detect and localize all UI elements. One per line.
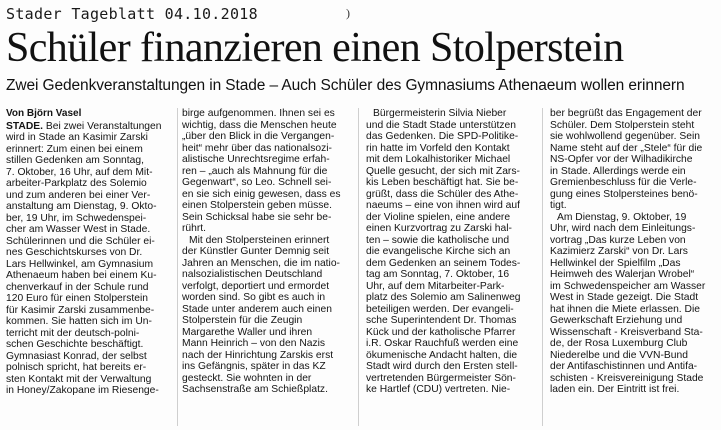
text-line: anstaltung am Dienstag, 9. Okto-	[6, 201, 157, 212]
text-line: Margarethe Waller und ihren	[182, 326, 313, 338]
text-line: Bürgermeisterin Silvia Nieber	[373, 108, 507, 119]
text-line: Gremienbeschluss für die Verle-	[550, 177, 697, 188]
text-line: Gewerkschaft Erziehung und	[550, 315, 683, 326]
text-line: erinnert: Zum einen bei einem	[6, 143, 143, 155]
text-line: 120 Euro für einen Stolperstein	[6, 293, 148, 304]
text-line: tigt.	[550, 200, 567, 211]
text-line: grüßt, dass die Schüler des Athe-	[366, 188, 519, 200]
text-line: terricht mit der deutsch-polni-	[6, 327, 140, 339]
text-line: chenverkauf in der Schule rund	[6, 281, 149, 293]
text-line: worden sind. So gibt es auch in	[182, 292, 326, 303]
text-line: wichtig, dass die Menschen heute	[182, 119, 337, 131]
text-line: en sie sich einig gewesen, dass es	[182, 188, 341, 200]
text-line: für Kasimir Zarski zusammenbe-	[6, 304, 155, 316]
text-line: ins Gefängnis, später in das KZ	[182, 361, 326, 372]
text-line: rührt.	[182, 223, 207, 234]
text-line: gesteckt. Sie wohnten in der	[182, 372, 312, 384]
text-line: West in Stade gezeigt. Die Stadt	[550, 292, 699, 303]
text-line: verfolgt, deportiert und ermordet	[182, 280, 330, 292]
text-line: Uhr, wird nach dem Einleitungs-	[550, 223, 696, 234]
column-rule	[542, 108, 543, 426]
text-line: Name steht auf der „Stele“ für die	[550, 142, 703, 154]
text-line: Mit den Stolpersteinen erinnert	[189, 234, 330, 246]
text-line: Gymnasiast Konrad, der selbst	[6, 350, 147, 362]
text-line: mit dem Lokalhistoriker Michael	[366, 154, 511, 165]
text-line: NS-Opfer vor der Wilhadikirche	[550, 154, 693, 165]
newspaper-name-and-date: Stader Tageblatt 04.10.2018	[6, 5, 258, 23]
text-line: laden ein. Der Eintritt ist frei.	[550, 384, 680, 395]
column-rule	[177, 108, 178, 426]
text-line: stillen Gedenken am Sonntag,	[6, 155, 144, 166]
text-line: und die Stadt Stade unterstützen	[366, 119, 516, 131]
text-line: schisten - Kreisvereinigung Stade	[550, 372, 704, 384]
text-line: Gegenwart“, so Leo. Schnell sei-	[182, 177, 332, 188]
text-line: arbeiter-Parkplatz des Solemio	[6, 178, 147, 189]
text-line: einen Kurzvortrag zu Zarski hal-	[366, 223, 512, 234]
text-line-content: Bei zwei Veranstaltungen	[43, 120, 162, 132]
text-line: ber begrüßt das Engagement der	[550, 108, 702, 119]
text-line: einen Stolperstein geben müsse.	[182, 200, 332, 211]
text-line: Heimweh des Walerjan Wrobel“	[550, 269, 695, 280]
text-line: nes Geschichtskurses von Dr.	[6, 247, 143, 258]
text-line: in Honey/Zakopane im Riesenge-	[6, 385, 159, 396]
text-line: die evangelische Kirche sich an	[366, 246, 511, 257]
article-column-1	[6, 108, 172, 426]
text-line: ren – „auch als Mahnung für die	[182, 165, 328, 177]
text-line: im Schwedenspeicher am Wasser	[550, 280, 706, 292]
text-line: der Künstler Gunter Demnig seit	[182, 246, 330, 257]
text-line: hat ihnen die Miete erlassen. Die	[550, 303, 700, 315]
text-line: platz des Solemio am Salinenweg	[366, 292, 521, 303]
text-line: de, der Rosa Luxemburg Club	[550, 338, 688, 349]
text-line: rin hatte im Vorfeld den Kontakt	[366, 142, 510, 154]
text-line: nalsozialistischen Deutschland	[182, 269, 323, 280]
text-line: nach der Hinrichtung Zarskis erst	[182, 349, 334, 361]
text-line: dem Gedenken an seinem Todes-	[366, 257, 521, 269]
text-line: Sachsenstraße am Schießplatz.	[182, 384, 328, 395]
text-line: sie wohlwollend gegenüber. Sein	[550, 131, 700, 142]
text-line: der Antifaschistinnen und Antifa-	[550, 361, 698, 372]
text-line: Hellwinkel der Spielfilm „Das	[550, 257, 681, 269]
text-line: Stade unter anderem auch einen	[182, 303, 332, 315]
article-body	[6, 108, 718, 426]
text-line: alistische Unrechtsregime erfah-	[182, 154, 330, 165]
text-line: Athenaeum haben bei einem Ku-	[6, 270, 157, 281]
text-line: vortrag „Das kurze Leben von	[550, 234, 686, 246]
text-line: Sein Schicksal habe sie sehr be-	[182, 211, 332, 223]
text-line: sten Kontakt mit der Verwaltung	[6, 373, 152, 385]
text-line: Schüler. Dem Stolperstein steht	[550, 119, 695, 131]
text-line: vertretenden Bürgermeister Sön-	[366, 372, 516, 384]
stray-mark: )	[346, 6, 350, 20]
text-line: Mann Heinrich – von den Nazis	[182, 338, 326, 349]
text-line: tag am Sonntag, 7. Oktober, 16	[366, 269, 510, 280]
text-line: das Gedenken. Die SPD-Politike-	[366, 131, 519, 142]
text-line: polnisch spricht, hat bereits er-	[6, 362, 147, 373]
text-line: „über den Blick in die Vergangen-	[182, 131, 335, 142]
text-line: Kazimierz Zarski“ von Dr. Lars	[550, 246, 688, 257]
headline: Schüler finanzieren einen Stolperstein	[6, 25, 624, 71]
text-line: Lars Hellwinkel, am Gymnasium	[6, 258, 154, 270]
article-column-4	[550, 108, 716, 426]
text-line: kis Leben beschäftigt hat. Sie be-	[366, 177, 519, 188]
text-line: in Stade. Allerdings werde ein	[550, 165, 686, 177]
article-column-2	[182, 108, 348, 426]
subheadline: Zwei Gedenkveranstaltungen in Stade – Auch Schüler des Gymnasiums Athenaeum wollen erinnern	[6, 77, 685, 94]
text-line: Uhr, auf dem Mitarbeiter-Park-	[366, 280, 505, 292]
text-line: Schülerinnen und die Schüler ei-	[6, 235, 155, 247]
text-line: der Violine spielen, eine andere	[366, 211, 511, 223]
text-line: ke Hartlef (CDU) vertreten. Nie-	[366, 384, 511, 395]
text-line: Stadt wird durch den Ersten stell-	[366, 361, 518, 372]
text-line: sche Superintendent Dr. Thomas	[366, 315, 517, 326]
text-line: Quelle gesucht, der sich mit Zars-	[366, 165, 520, 177]
column-rule	[358, 108, 359, 426]
text-line: heit“ mehr über das nationalsozi-	[182, 142, 332, 154]
text-line: Kück und der katholische Pfarrer	[366, 326, 516, 338]
text-line: naeums – eine von ihnen wird auf	[366, 200, 520, 211]
text-line: 7. Oktober, 16 Uhr, auf dem Mit-	[6, 166, 153, 178]
text-line: i.R. Oskar Rauchfuß werden eine	[366, 338, 519, 349]
text-line: ber, 19 Uhr, im Schwedenspei-	[6, 212, 147, 224]
text-line: cher am Wasser West in Stade.	[6, 224, 151, 235]
text-line: gung eines Stolpersteines benö-	[550, 188, 698, 200]
text-line: Niederelbe und die VVN-Bund	[550, 349, 688, 361]
text-line: beteiligen werden. Der evangeli-	[366, 303, 514, 315]
byline: Von Björn Vasel	[6, 108, 82, 119]
text-line: und zum anderen bei einer Ver-	[6, 189, 151, 201]
text-line: Stolperstein für die Zeugin	[182, 315, 303, 326]
text-line: Jahren an Menschen, die im natio-	[182, 257, 340, 269]
text-line	[6, 121, 172, 133]
article-column-3	[366, 108, 532, 426]
text-line: kommen. Sie hatten sich im Un-	[6, 316, 152, 327]
text-line: Wissenschaft - Kreisverband Sta-	[550, 326, 703, 338]
text-line: schen Geschichte beschäftigt.	[6, 339, 144, 350]
dateline: STADE.	[6, 120, 43, 132]
clipping-header	[6, 4, 716, 26]
text-line: ten – sowie die katholische und	[366, 234, 510, 246]
text-line: ökumenische Andacht halten, die	[366, 349, 518, 361]
text-line: Am Dienstag, 9. Oktober, 19	[557, 211, 687, 223]
text-line: birge aufgenommen. Ihnen sei es	[182, 108, 335, 119]
text-line: wird in Stade an Kasimir Zarski	[6, 132, 148, 143]
